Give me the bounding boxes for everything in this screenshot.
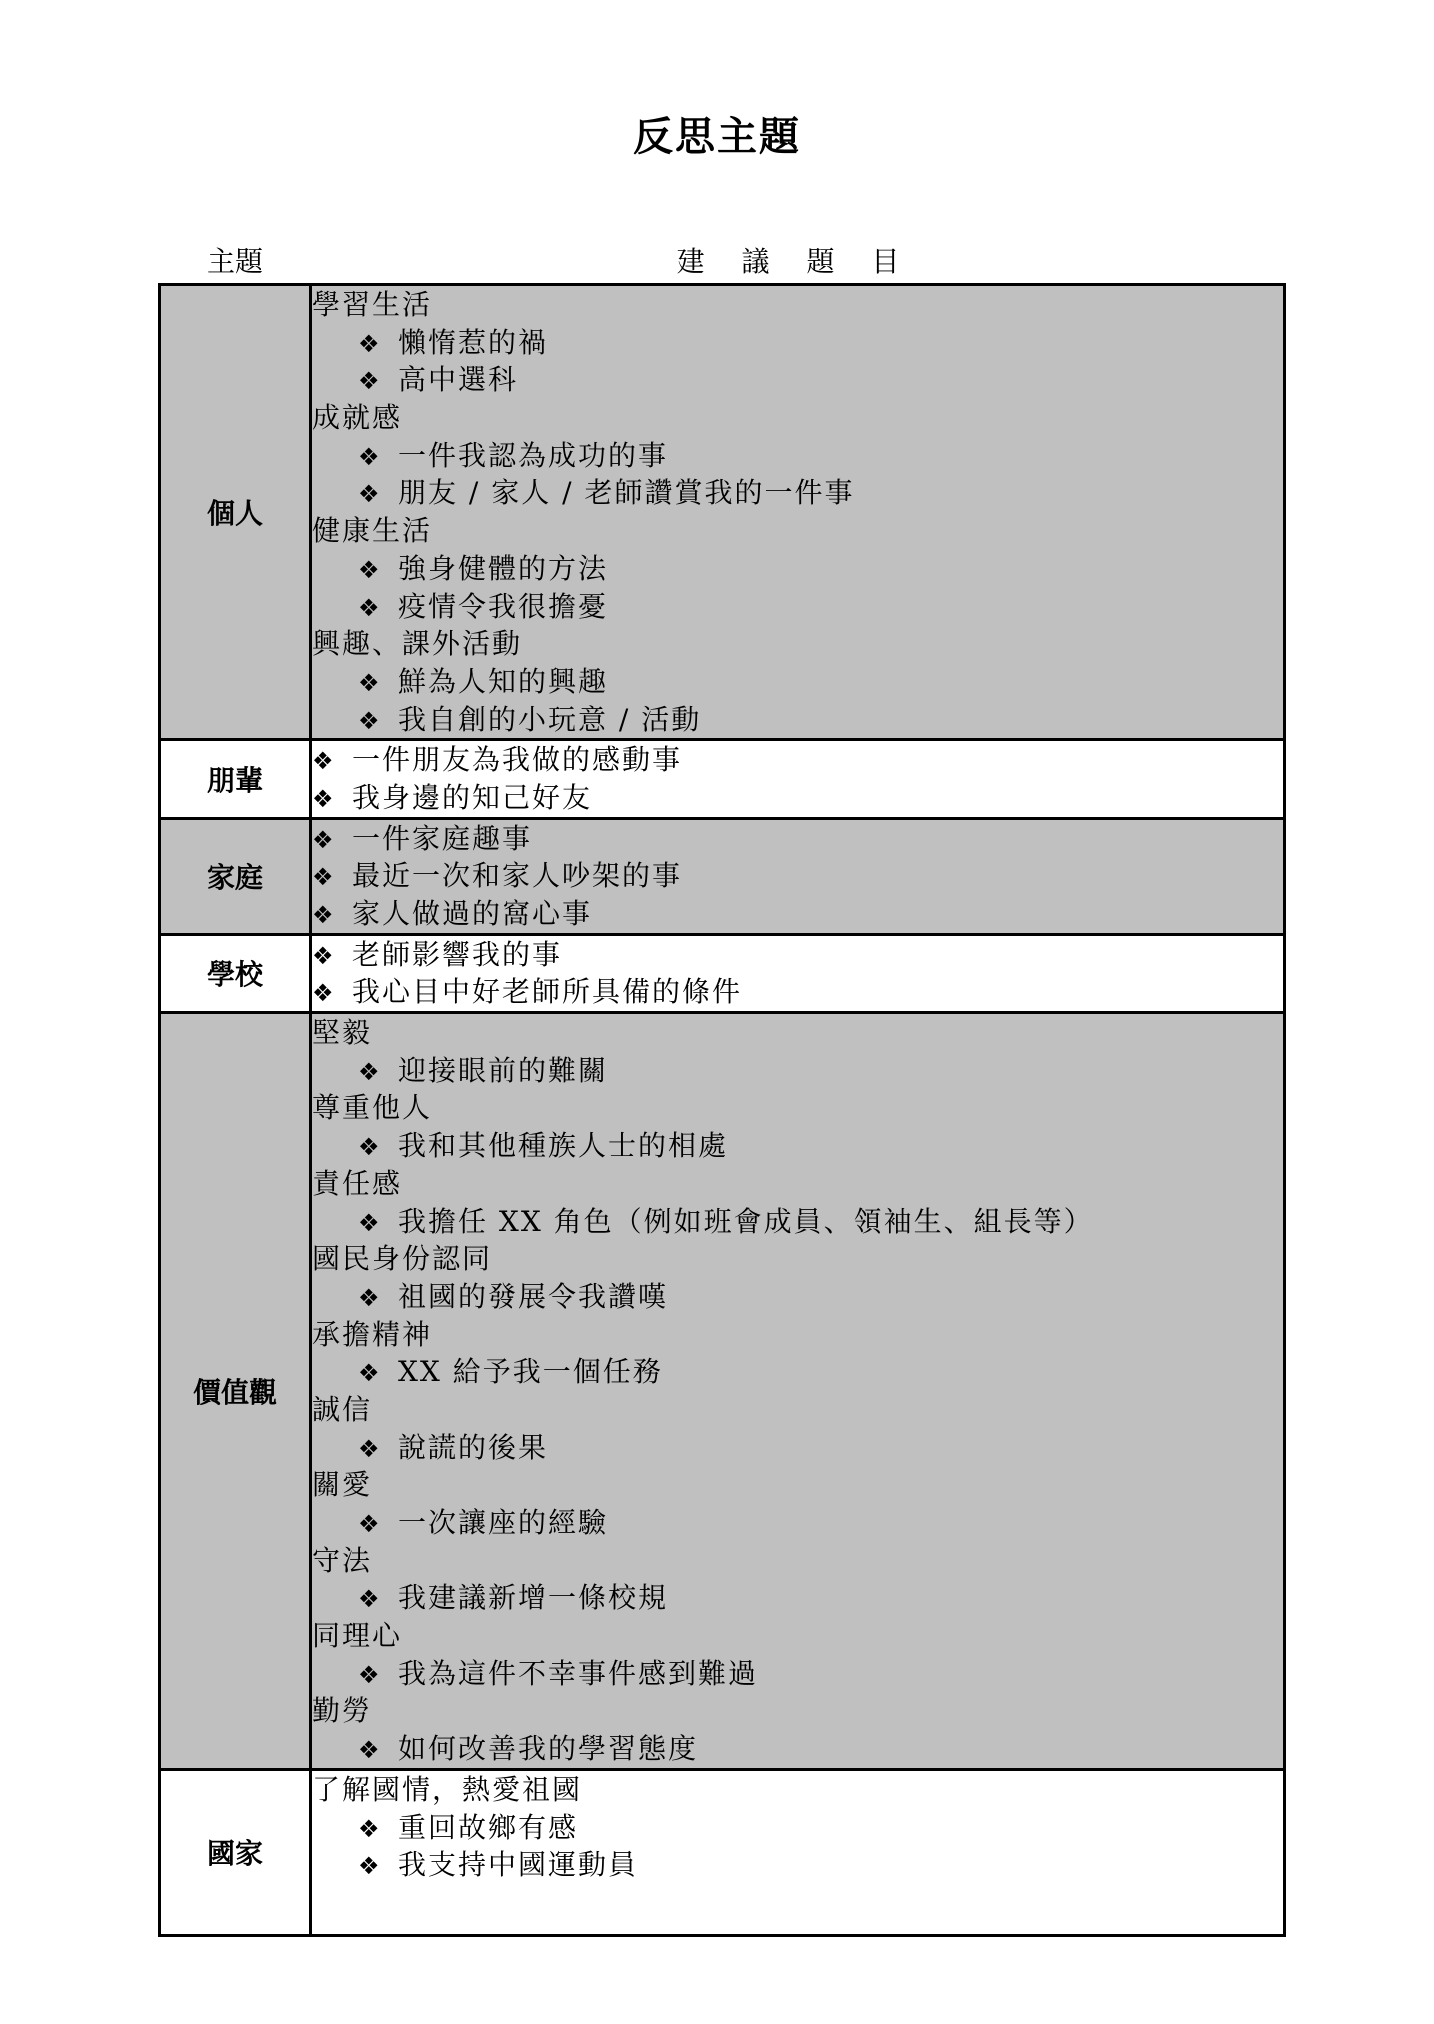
suggested-topic-item — [312, 1203, 1283, 1241]
suggested-topics-column-header: 建 議 題 目 — [676, 245, 914, 278]
topics-table — [158, 283, 1286, 1937]
suggested-topic-item — [312, 779, 1283, 817]
topic-row — [160, 1769, 1285, 1935]
diamond-bullet-icon: ❖ — [312, 901, 336, 929]
topic-label: 個人 — [160, 285, 311, 740]
cell-spacer — [312, 1884, 1283, 1934]
topic-column-header: 主題 — [206, 245, 263, 278]
suggested-topics-cell — [311, 1769, 1285, 1935]
suggested-topic-item — [312, 361, 1283, 399]
diamond-bullet-icon: ❖ — [358, 442, 382, 471]
suggested-topics-cell — [311, 1013, 1285, 1770]
diamond-bullet-icon: ❖ — [358, 1057, 382, 1086]
suggested-topic-item — [312, 1429, 1283, 1467]
suggested-topic-item — [312, 973, 1283, 1011]
topic-label: 家庭 — [160, 818, 311, 934]
suggested-topic-item — [312, 1846, 1283, 1884]
topic-label: 價值觀 — [160, 1013, 311, 1770]
subtopic-heading: 成就感 — [312, 401, 403, 435]
diamond-bullet-icon: ❖ — [358, 367, 382, 396]
suggested-topic-item — [312, 474, 1283, 512]
suggested-topic-text: 我身邊的知己好友 — [352, 780, 593, 814]
suggested-topic-text: 高中選科 — [398, 363, 519, 397]
diamond-bullet-icon: ❖ — [312, 941, 336, 970]
suggested-topic-item — [312, 1809, 1283, 1847]
diamond-bullet-icon: ❖ — [358, 1359, 382, 1388]
subtopic-heading: 關愛 — [312, 1468, 373, 1502]
suggested-topics-cell — [311, 740, 1285, 818]
topic-row — [160, 934, 1285, 1012]
topic-row — [160, 818, 1285, 934]
suggested-topic-text: 強身健體的方法 — [398, 551, 609, 585]
topic-row — [160, 740, 1285, 818]
suggested-topic-text: 我建議新增一條校規 — [398, 1581, 669, 1615]
suggested-topic-text: 最近一次和家人吵架的事 — [352, 859, 683, 893]
suggested-topic-item — [312, 936, 1283, 974]
suggested-topics-cell — [311, 934, 1285, 1012]
suggested-topic-item — [312, 857, 1283, 895]
page-title: 反思主題 — [633, 114, 801, 160]
subtopic-heading: 尊重他人 — [312, 1091, 433, 1125]
diamond-bullet-icon: ❖ — [358, 668, 382, 697]
subtopic-heading: 了解國情，熱愛祖國 — [312, 1772, 583, 1806]
topic-row — [160, 285, 1285, 740]
suggested-topic-text: XX 給予我一個任務 — [398, 1355, 663, 1389]
suggested-topic-item — [312, 1579, 1283, 1617]
topic-row — [160, 1013, 1285, 1770]
diamond-bullet-icon: ❖ — [358, 329, 382, 358]
suggested-topic-item — [312, 895, 1283, 933]
suggested-topic-text: 一次讓座的經驗 — [398, 1506, 609, 1539]
suggested-topic-item — [312, 1052, 1283, 1090]
diamond-bullet-icon: ❖ — [312, 825, 336, 854]
diamond-bullet-icon: ❖ — [358, 1283, 382, 1312]
diamond-bullet-icon: ❖ — [358, 1660, 382, 1689]
suggested-topic-item — [312, 1127, 1283, 1165]
diamond-bullet-icon: ❖ — [358, 1434, 382, 1463]
subtopic-heading: 承擔精神 — [312, 1317, 433, 1351]
diamond-bullet-icon: ❖ — [358, 1814, 382, 1843]
subtopic-heading: 責任感 — [312, 1166, 403, 1200]
diamond-bullet-icon: ❖ — [312, 979, 336, 1008]
diamond-bullet-icon: ❖ — [312, 747, 336, 776]
suggested-topic-item — [312, 1353, 1283, 1391]
suggested-topic-item — [312, 550, 1283, 588]
suggested-topic-item — [312, 588, 1283, 626]
suggested-topic-item — [312, 820, 1283, 858]
suggested-topic-text: 朋友 / 家人 / 老師讚賞我的一件事 — [398, 476, 855, 510]
diamond-bullet-icon: ❖ — [358, 1585, 382, 1614]
diamond-bullet-icon: ❖ — [358, 1133, 382, 1162]
suggested-topic-text: 老師影響我的事 — [352, 937, 563, 971]
suggested-topic-text: 說謊的後果 — [398, 1430, 549, 1464]
suggested-topic-text: 懶惰惹的禍 — [398, 325, 549, 359]
suggested-topic-text: 我和其他種族人士的相處 — [398, 1129, 729, 1163]
suggested-topic-item — [312, 741, 1283, 779]
suggested-topic-text: 如何改善我的學習態度 — [398, 1732, 699, 1766]
diamond-bullet-icon: ❖ — [312, 784, 336, 813]
suggested-topic-item — [312, 1655, 1283, 1693]
subtopic-heading: 勤勞 — [312, 1694, 373, 1728]
topic-label: 學校 — [160, 934, 311, 1012]
suggested-topic-text: 祖國的發展令我讚嘆 — [398, 1279, 669, 1313]
diamond-bullet-icon: ❖ — [358, 1736, 382, 1765]
diamond-bullet-icon: ❖ — [358, 593, 382, 622]
suggested-topic-text: 重回故鄉有感 — [398, 1810, 579, 1844]
subtopic-heading: 同理心 — [312, 1619, 403, 1653]
suggested-topic-text: 我為這件不幸事件感到難過 — [398, 1656, 759, 1690]
suggested-topics-cell — [311, 285, 1285, 740]
topic-label: 國家 — [160, 1769, 311, 1935]
diamond-bullet-icon: ❖ — [358, 480, 382, 509]
diamond-bullet-icon: ❖ — [358, 1852, 382, 1881]
suggested-topic-text: 家人做過的窩心事 — [352, 897, 593, 930]
suggested-topic-text: 疫情令我很擔憂 — [398, 589, 609, 623]
diamond-bullet-icon: ❖ — [358, 1208, 382, 1237]
suggested-topic-item — [312, 1278, 1283, 1316]
topic-label: 朋輩 — [160, 740, 311, 818]
suggested-topics-cell — [311, 818, 1285, 934]
suggested-topic-text: 一件我認為成功的事 — [398, 438, 669, 472]
suggested-topic-text: 我心目中好老師所具備的條件 — [352, 975, 743, 1009]
suggested-topic-item — [312, 701, 1283, 739]
suggested-topic-item — [312, 437, 1283, 475]
diamond-bullet-icon: ❖ — [358, 1510, 382, 1538]
suggested-topic-text: 一件朋友為我做的感動事 — [352, 743, 683, 777]
subtopic-heading: 堅毅 — [312, 1016, 373, 1050]
suggested-topic-item — [312, 324, 1283, 362]
suggested-topic-item — [312, 1504, 1283, 1542]
diamond-bullet-icon: ❖ — [312, 863, 336, 892]
suggested-topic-text: 我支持中國運動員 — [398, 1848, 639, 1882]
diamond-bullet-icon: ❖ — [358, 555, 382, 584]
suggested-topic-text: 我擔任 XX 角色（例如班會成員、領袖生、組長等） — [398, 1204, 1094, 1238]
subtopic-heading: 誠信 — [312, 1392, 373, 1426]
subtopic-heading: 健康生活 — [312, 514, 433, 548]
suggested-topic-item — [312, 663, 1283, 701]
suggested-topic-item — [312, 1730, 1283, 1768]
suggested-topic-text: 迎接眼前的難關 — [398, 1053, 609, 1087]
suggested-topic-text: 鮮為人知的興趣 — [398, 664, 609, 698]
diamond-bullet-icon: ❖ — [358, 706, 382, 735]
suggested-topic-text: 我自創的小玩意 / 活動 — [398, 702, 702, 736]
suggested-topic-text: 一件家庭趣事 — [352, 821, 533, 855]
subtopic-heading: 學習生活 — [312, 288, 433, 321]
subtopic-heading: 興趣、課外活動 — [312, 627, 523, 661]
subtopic-heading: 國民身份認同 — [312, 1242, 493, 1276]
subtopic-heading: 守法 — [312, 1543, 373, 1577]
